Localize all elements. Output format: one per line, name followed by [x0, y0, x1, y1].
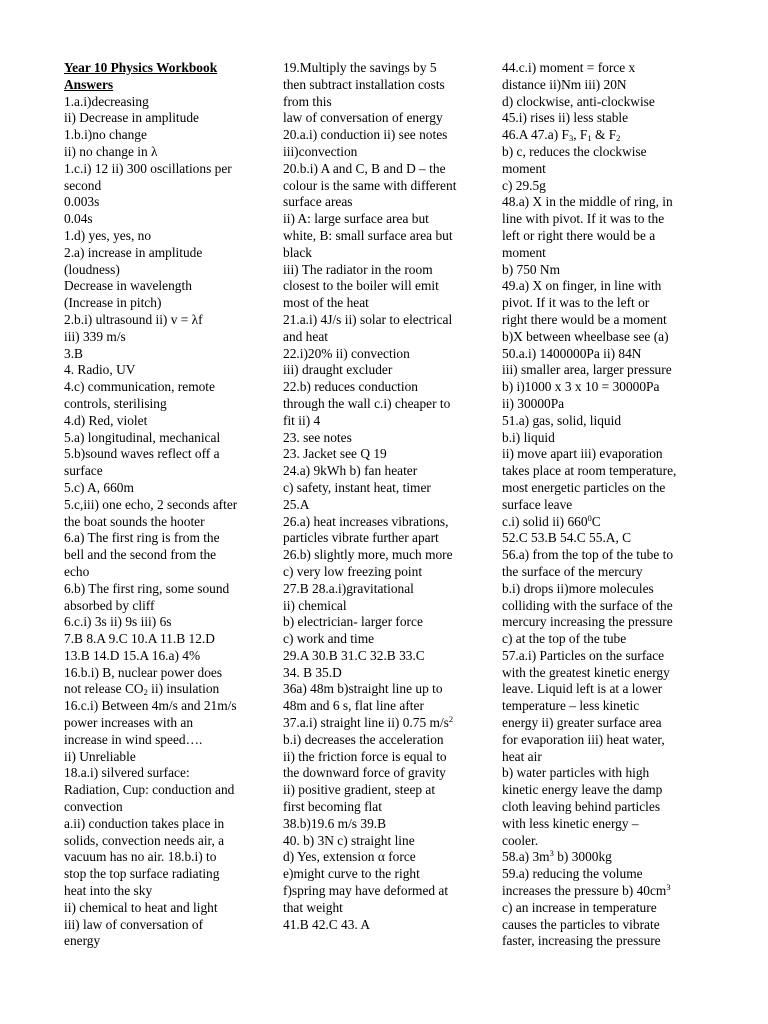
answer-line: 2.a) increase in amplitude: [64, 244, 203, 260]
answer-text: c.i) solid ii) 660: [502, 513, 588, 529]
answer-line: 45.i) rises ii) less stable: [502, 110, 629, 126]
answer-line: 7.B 8.A 9.C 10.A 11.B 12.D: [64, 631, 215, 647]
answer-line: moment: [502, 160, 546, 176]
answer-line: 50.a.i) 1400000Pa ii) 84N: [502, 345, 642, 361]
answer-line: fit ii) 4: [283, 412, 321, 428]
answer-line: 4. Radio, UV: [64, 362, 136, 378]
title-line-2: Answers: [64, 76, 114, 92]
answer-line: e)might curve to the right: [283, 866, 420, 882]
answer-line: 59.a) reducing the volume: [502, 866, 643, 882]
answer-line: causes the particles to vibrate: [502, 916, 660, 932]
answer-line: takes place at room temperature,: [502, 463, 677, 479]
answer-text: 37.a.i) straight line ii) 0.75 m/s: [283, 715, 449, 731]
answer-line: the boat sounds the hooter: [64, 513, 205, 529]
answer-text: b) 3000kg: [553, 849, 612, 865]
answer-line: ii) 30000Pa: [502, 395, 565, 411]
answer-line: 13.B 14.D 15.A 16.a) 4%: [64, 647, 201, 663]
answer-line: right there would be a moment: [502, 311, 667, 327]
answer-line: convection: [64, 799, 123, 815]
answer-line: ii) move apart iii) evaporation: [502, 446, 663, 462]
answer-line: 5.b)sound waves reflect off a: [64, 446, 220, 462]
answer-line: from this: [283, 93, 332, 109]
answer-line: ii) positive gradient, steep at: [283, 782, 436, 798]
answer-line: ii) the friction force is equal to: [283, 748, 447, 764]
answer-line: moment: [502, 244, 546, 260]
answer-line-co2: [64, 681, 274, 698]
answer-line-acceleration: [283, 715, 495, 732]
answer-line: ii) Unreliable: [64, 748, 136, 764]
answer-line: most energetic particles on the: [502, 479, 666, 495]
subscript: 2: [143, 687, 148, 698]
answer-line: 23. see notes: [283, 429, 352, 445]
subscript: 2: [616, 133, 621, 144]
answer-line: ii) Decrease in amplitude: [64, 110, 199, 126]
answer-line: c) an increase in temperature: [502, 899, 657, 915]
answer-line: surface leave: [502, 496, 573, 512]
answer-line: b) water particles with high: [502, 765, 650, 781]
superscript: 2: [448, 714, 454, 725]
answer-line: 49.a) X on finger, in line with: [502, 278, 662, 294]
answer-line: ii) A: large surface area but: [283, 211, 429, 227]
answer-line: the surface of the mercury: [502, 563, 643, 579]
answer-line: 48m and 6 s, flat line after: [283, 698, 424, 714]
answer-text: 46.A 47.a) F: [502, 127, 569, 143]
answer-line: 23. Jacket see Q 19: [283, 446, 387, 462]
answer-line: 56.a) from the top of the tube to: [502, 547, 674, 563]
answer-line: solids, convection needs air, a: [64, 832, 225, 848]
answer-line: law of conversation of energy: [283, 110, 443, 126]
answer-line: 29.A 30.B 31.C 32.B 33.C: [283, 647, 425, 663]
answer-line: c) safety, instant heat, timer: [283, 479, 431, 495]
answer-text: increases the pressure b) 40cm: [502, 883, 667, 899]
answer-line: pivot. If it was to the left or: [502, 295, 650, 311]
answer-line: 1.d) yes, yes, no: [64, 227, 152, 243]
answer-line: black: [283, 244, 312, 260]
answer-line: through the wall c.i) cheaper to: [283, 395, 451, 411]
answer-line: temperature – less kinetic: [502, 698, 640, 714]
answer-line: iii) smaller area, larger pressure: [502, 362, 672, 378]
answer-line: cooler.: [502, 832, 539, 848]
answer-line: 4.c) communication, remote: [64, 379, 215, 395]
answer-line: echo: [64, 563, 90, 579]
answer-line: c) at the top of the tube: [502, 631, 627, 647]
answer-line: kinetic energy leave the damp: [502, 782, 663, 798]
answer-text: 58.a) 3m: [502, 849, 550, 865]
answer-line: 20.a.i) conduction ii) see notes: [283, 127, 448, 143]
answer-text: not release CO: [64, 681, 144, 697]
answer-line: 51.a) gas, solid, liquid: [502, 412, 622, 428]
answer-line: f)spring may have deformed at: [283, 883, 449, 899]
answer-line: 6.a) The first ring is from the: [64, 530, 220, 546]
answer-line: Radiation, Cup: conduction and: [64, 782, 235, 798]
answer-line: iii) The radiator in the room: [283, 261, 433, 277]
answer-line: 41.B 42.C 43. A: [283, 916, 371, 932]
answer-line: c) 29.5g: [502, 177, 546, 193]
answer-text: & F: [591, 127, 617, 143]
answer-line: 5.c,iii) one echo, 2 seconds after: [64, 496, 238, 512]
title-line-1: Year 10 Physics Workbook: [64, 60, 218, 75]
answer-line: 25.A: [283, 496, 310, 512]
answer-line: 40. b) 3N c) straight line: [283, 832, 415, 848]
answer-line: with less kinetic energy –: [502, 815, 639, 831]
answer-line: and heat: [283, 328, 328, 344]
answer-line: ii) chemical to heat and light: [64, 899, 218, 915]
answer-line: iii) draught excluder: [283, 362, 393, 378]
answer-line: 0.04s: [64, 211, 93, 227]
answer-line: 20.b.i) A and C, B and D – the: [283, 160, 446, 176]
answer-line: left or right there would be a: [502, 227, 656, 243]
answer-line: 18.a.i) silvered surface:: [64, 765, 190, 781]
answer-line: b) i)1000 x 3 x 10 = 30000Pa: [502, 379, 660, 395]
answer-line: b) 750 Nm: [502, 261, 561, 277]
answer-line: heat into the sky: [64, 883, 153, 899]
answer-line: heat air: [502, 748, 542, 764]
answer-line: 27.B 28.a.i)gravitational: [283, 580, 414, 596]
answer-line: colour is the same with different: [283, 177, 457, 193]
answer-line: b.i) drops ii)more molecules: [502, 580, 654, 596]
answer-line: energy: [64, 933, 101, 949]
subscript: 1: [587, 133, 592, 144]
answer-line: colliding with the surface of the: [502, 597, 673, 613]
answer-line: 44.c.i) moment = force x: [502, 60, 636, 75]
answer-line: (Increase in pitch): [64, 295, 162, 311]
answer-line: 16.c.i) Between 4m/s and 21m/s: [64, 698, 237, 714]
answer-line: white, B: small surface area but: [283, 227, 453, 243]
answer-line: 1.a.i)decreasing: [64, 93, 149, 109]
answer-line: 4.d) Red, violet: [64, 412, 148, 428]
answer-line: 22.b) reduces conduction: [283, 379, 418, 395]
superscript: 3: [666, 882, 671, 893]
answer-line: Decrease in wavelength: [64, 278, 192, 294]
answer-line: iii) 339 m/s: [64, 328, 126, 344]
answer-line: for evaporation iii) heat water,: [502, 731, 665, 747]
answer-line: closest to the boiler will emit: [283, 278, 439, 294]
answer-line: 3.B: [64, 345, 83, 361]
answer-text: ii) insulation: [147, 681, 220, 697]
answer-line: faster, increasing the pressure: [502, 933, 661, 949]
answer-line: 34. B 35.D: [283, 664, 342, 680]
answer-text: C: [591, 513, 601, 529]
answer-line: 24.a) 9kWh b) fan heater: [283, 463, 418, 479]
answer-line: distance ii)Nm iii) 20N: [502, 76, 627, 92]
answer-line: increase in wind speed….: [64, 731, 203, 747]
answer-line: first becoming flat: [283, 799, 382, 815]
answer-line: 36a) 48m b)straight line up to: [283, 681, 443, 697]
answer-line: 22.i)20% ii) convection: [283, 345, 410, 361]
answer-line-forces: [502, 127, 702, 144]
answer-line: 0.003s: [64, 194, 100, 210]
answer-line: 21.a.i) 4J/s ii) solar to electrical: [283, 311, 453, 327]
answer-line: b)X between wheelbase see (a): [502, 328, 669, 344]
superscript: 3: [549, 848, 554, 859]
answer-line: bell and the second from the: [64, 547, 217, 563]
answer-line: (loudness): [64, 261, 120, 277]
answer-line: 48.a) X in the middle of ring, in: [502, 194, 673, 210]
answer-line: surface areas: [283, 194, 353, 210]
answer-line: leave. Liquid left is at a lower: [502, 681, 663, 697]
answer-line: 19.Multiply the savings by 5: [283, 60, 437, 75]
answer-line: 6.b) The first ring, some sound: [64, 580, 230, 596]
answer-line: iii)convection: [283, 143, 358, 159]
superscript: 0: [587, 512, 592, 523]
answer-line: with the greatest kinetic energy: [502, 664, 670, 680]
answer-line: particles vibrate further apart: [283, 530, 439, 546]
answer-line: c) very low freezing point: [283, 563, 423, 579]
answer-line: then subtract installation costs: [283, 76, 445, 92]
subscript: 3: [568, 133, 574, 144]
answer-line: 1.b.i)no change: [64, 127, 147, 143]
answer-line: absorbed by cliff: [64, 597, 155, 613]
answer-line: d) Yes, extension α force: [283, 849, 416, 865]
answer-line: 5.a) longitudinal, mechanical: [64, 429, 221, 445]
answer-line: that weight: [283, 899, 343, 915]
answer-line: 2.b.i) ultrasound ii) v = λf: [64, 311, 203, 327]
answer-line: 38.b)19.6 m/s 39.B: [283, 815, 387, 831]
answer-line: 26.b) slightly more, much more: [283, 547, 453, 563]
answer-line: vacuum has no air. 18.b.i) to: [64, 849, 217, 865]
answer-line: b) electrician- larger force: [283, 614, 423, 630]
answer-line: 16.b.i) B, nuclear power does: [64, 664, 223, 680]
answers-column-3: [502, 60, 702, 950]
answer-line: power increases with an: [64, 715, 194, 731]
answer-line: most of the heat: [283, 295, 369, 311]
answers-column-1: [64, 60, 274, 950]
answer-line: second: [64, 177, 102, 193]
answer-line: a.ii) conduction takes place in: [64, 815, 225, 831]
answer-line: b) c, reduces the clockwise: [502, 143, 647, 159]
answer-line: 6.c.i) 3s ii) 9s iii) 6s: [64, 614, 172, 630]
answer-line: 5.c) A, 660m: [64, 479, 134, 495]
answer-line: mercury increasing the pressure: [502, 614, 673, 630]
answer-line: b.i) liquid: [502, 429, 555, 445]
answer-text: , F: [573, 127, 588, 143]
answer-line: ii) no change in λ: [64, 143, 158, 159]
answer-line-temperature: [502, 514, 702, 531]
answer-line: energy ii) greater surface area: [502, 715, 662, 731]
answer-line-volume: [502, 849, 702, 866]
answer-line: 52.C 53.B 54.C 55.A, C: [502, 530, 632, 546]
answer-line: line with pivot. If it was to the: [502, 211, 665, 227]
answer-line: 57.a.i) Particles on the surface: [502, 647, 665, 663]
answer-line: 26.a) heat increases vibrations,: [283, 513, 449, 529]
answer-line: surface: [64, 463, 103, 479]
answer-line: d) clockwise, anti-clockwise: [502, 93, 655, 109]
answers-column-2: [283, 60, 495, 933]
answer-line: the downward force of gravity: [283, 765, 446, 781]
answer-line: iii) law of conversation of: [64, 916, 204, 932]
answer-line: ii) chemical: [283, 597, 347, 613]
answer-line: 1.c.i) 12 ii) 300 oscillations per: [64, 160, 232, 176]
answer-line: b.i) decreases the acceleration: [283, 731, 444, 747]
answer-line: controls, sterilising: [64, 395, 167, 411]
answer-line-pressure-volume: [502, 883, 702, 900]
answer-line: c) work and time: [283, 631, 375, 647]
answer-line: stop the top surface radiating: [64, 866, 220, 882]
answer-line: cloth leaving behind particles: [502, 799, 661, 815]
